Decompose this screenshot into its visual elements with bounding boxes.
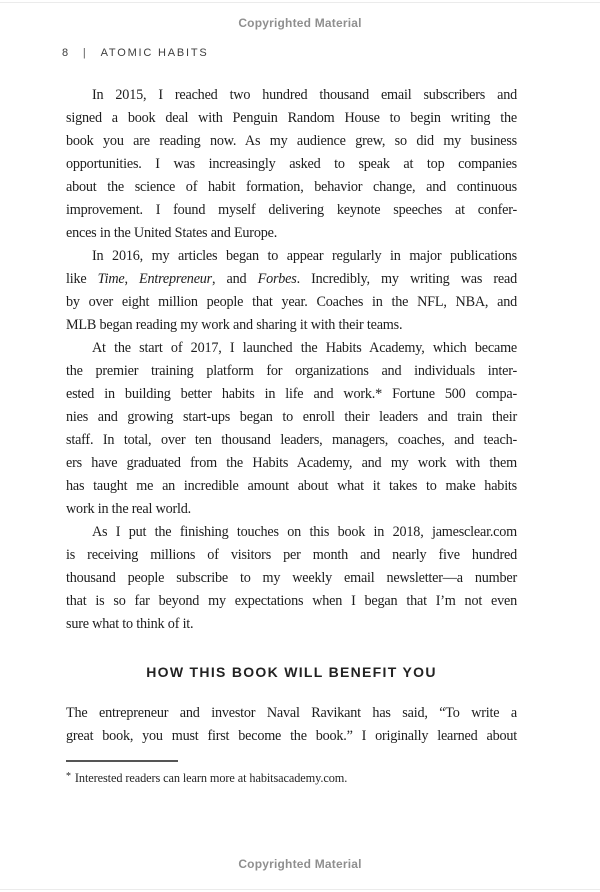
text-line: is receiving millions of visitors per month and nearly five hundred xyxy=(66,547,517,563)
page-edge-bottom xyxy=(0,889,600,890)
footnote-text: Interested readers can learn more at habitsacademy.com. xyxy=(74,771,348,785)
footnote-text-row xyxy=(66,769,517,786)
text-line: great book, you must first become the book.” I originally learned about xyxy=(66,728,517,744)
section-heading: HOW THIS BOOK WILL BENEFIT YOU xyxy=(146,664,437,680)
text-line: MLB began reading my work and sharing it with their teams. xyxy=(66,317,403,333)
running-header xyxy=(62,47,209,59)
body-paragraphs-after-heading xyxy=(66,702,517,748)
text-line: ested in building better habits in life and work.* Fortune 500 compa- xyxy=(66,386,517,402)
text-line: book you are reading now. As my audience grew, so did my business xyxy=(66,133,517,149)
footnote-marker: * xyxy=(66,771,71,782)
paragraph xyxy=(66,84,517,245)
text-column xyxy=(66,84,517,786)
text-line: the premier training platform for organizations and individuals inter- xyxy=(66,363,517,379)
text-line: staff. In total, over ten thousand leaders, managers, coaches, and teach- xyxy=(66,432,517,448)
footnote-rule xyxy=(66,760,178,762)
text-line: At the start of 2017, I launched the Habits Academy, which became xyxy=(92,340,517,356)
text-line: In 2016, my articles began to appear regularly in major publications xyxy=(92,248,517,264)
text-line: signed a book deal with Penguin Random House to begin writing the xyxy=(66,110,517,126)
text-line: by over eight million people that year. Coaches in the NFL, NBA, and xyxy=(66,294,517,310)
page-edge-top xyxy=(0,2,600,3)
paragraph xyxy=(66,337,517,521)
body-paragraphs xyxy=(66,84,517,636)
text-line: improvement. I found myself delivering keynote speeches at confer- xyxy=(66,202,517,218)
text-line: opportunities. I was increasingly asked to speak at top companies xyxy=(66,156,517,172)
paragraph xyxy=(66,245,517,337)
text-line: that is so far beyond my expectations when I began that I’m not even xyxy=(66,593,517,609)
text-line: thousand people subscribe to my weekly email newsletter—a number xyxy=(66,570,517,586)
copyright-notice-bottom: Copyrighted Material xyxy=(238,857,362,871)
text-line: work in the real world. xyxy=(66,501,192,517)
text-line: about the science of habit formation, behavior change, and continuous xyxy=(66,179,517,195)
copyright-notice-top: Copyrighted Material xyxy=(238,16,362,30)
paragraph xyxy=(66,521,517,636)
text-line: As I put the finishing touches on this book in 2018, jamesclear.com xyxy=(92,524,517,540)
text-line: nies and growing start-ups began to enroll their leaders and train their xyxy=(66,409,517,425)
paragraph xyxy=(66,702,517,748)
text-line: ences in the United States and Europe. xyxy=(66,225,278,241)
book-title: ATOMIC HABITS xyxy=(100,47,209,59)
text-line: ers have graduated from the Habits Academy, and my work with them xyxy=(66,455,517,471)
text-line: has taught me an incredible amount about what it takes to make habits xyxy=(66,478,517,494)
page-number: 8 xyxy=(62,47,70,59)
text-line: In 2015, I reached two hundred thousand email subscribers and xyxy=(92,87,517,103)
footnote xyxy=(66,760,517,786)
text-line: sure what to think of it. xyxy=(66,616,194,632)
text-line: The entrepreneur and investor Naval Ravikant has said, “To write a xyxy=(66,705,517,721)
text-line: like Time, Entrepreneur, and Forbes. Incredibly, my writing was read xyxy=(66,271,517,287)
header-divider: | xyxy=(82,47,88,59)
